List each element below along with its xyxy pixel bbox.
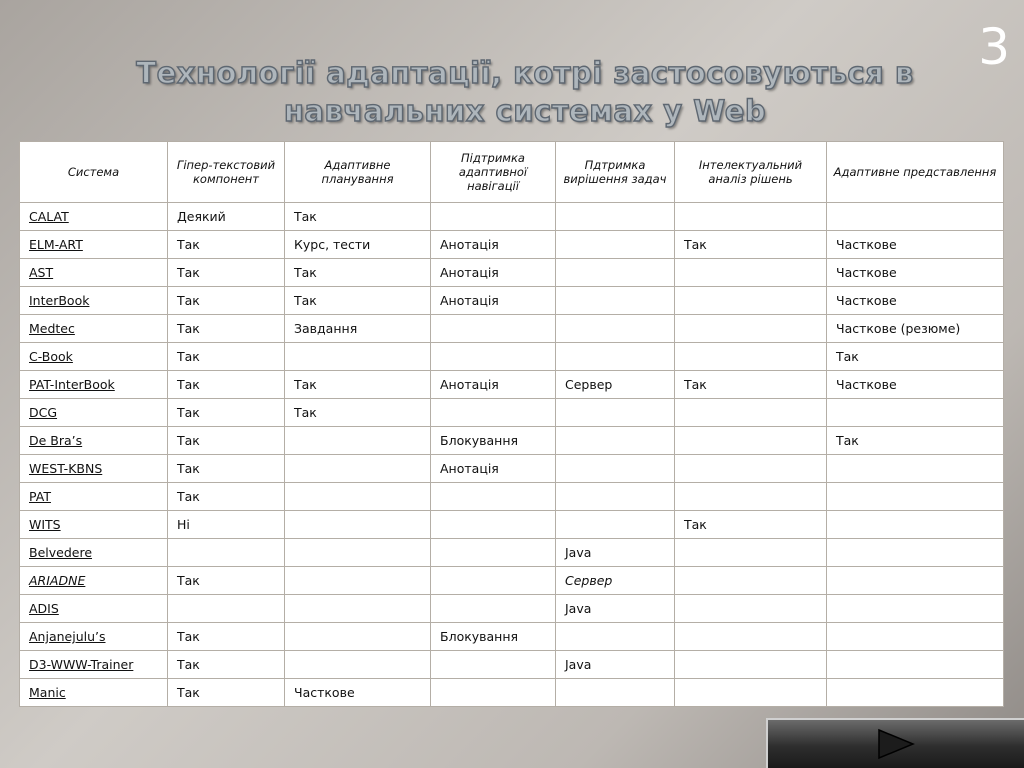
table-row: [20, 427, 1004, 455]
system-link[interactable]: PAT-InterBook: [20, 371, 168, 399]
table-cell: [431, 539, 556, 567]
table-cell: Так: [675, 371, 827, 399]
table-row: [20, 651, 1004, 679]
table-cell: [556, 343, 675, 371]
table-cell: Так: [168, 287, 285, 315]
table-cell: Анотація: [431, 371, 556, 399]
system-link[interactable]: D3-WWW-Trainer: [20, 651, 168, 679]
table-cell: Деякий: [168, 203, 285, 231]
table-cell: [556, 231, 675, 259]
table-cell: [285, 483, 431, 511]
table-cell: Часткове: [827, 259, 1004, 287]
table-cell: Сервер: [556, 371, 675, 399]
table-row: [20, 287, 1004, 315]
slide-title: [70, 54, 980, 130]
column-header: Система: [20, 142, 168, 203]
table-cell: [431, 595, 556, 623]
table-cell: Так: [827, 427, 1004, 455]
table-cell: [556, 483, 675, 511]
table-cell: Так: [168, 567, 285, 595]
table-cell: [168, 595, 285, 623]
table-cell: [556, 455, 675, 483]
table-row: [20, 259, 1004, 287]
system-link[interactable]: Belvedere: [20, 539, 168, 567]
column-header: Адаптивне представлення: [827, 142, 1004, 203]
table-cell: Блокування: [431, 623, 556, 651]
table-cell: Курс, тести: [285, 231, 431, 259]
table-cell: [827, 595, 1004, 623]
table-cell: Так: [675, 231, 827, 259]
table-row: [20, 231, 1004, 259]
table-cell: [675, 483, 827, 511]
table-cell: [285, 567, 431, 595]
table-cell: [285, 343, 431, 371]
table-cell: Так: [827, 343, 1004, 371]
table-cell: Так: [168, 623, 285, 651]
table-cell: [285, 539, 431, 567]
system-link[interactable]: De Bra’s: [20, 427, 168, 455]
table-cell: [827, 455, 1004, 483]
table-row: [20, 679, 1004, 707]
table-cell: [556, 203, 675, 231]
table-cell: Анотація: [431, 455, 556, 483]
system-link[interactable]: C-Book: [20, 343, 168, 371]
table-cell: Так: [168, 343, 285, 371]
table-cell: [431, 203, 556, 231]
system-link[interactable]: Anjanejulu’s: [20, 623, 168, 651]
table-cell: [431, 511, 556, 539]
table-cell: Часткове: [827, 371, 1004, 399]
table-cell: [285, 623, 431, 651]
table-cell: Так: [675, 511, 827, 539]
table-cell: [675, 455, 827, 483]
table-cell: [675, 399, 827, 427]
table-cell: Часткове: [285, 679, 431, 707]
system-link[interactable]: ARIADNE: [20, 567, 168, 595]
table-cell: Так: [285, 371, 431, 399]
adaptation-table: [19, 141, 1003, 707]
table-cell: [675, 595, 827, 623]
table-cell: [827, 399, 1004, 427]
column-header: Підтримка адаптивної навігації: [431, 142, 556, 203]
table-cell: [431, 567, 556, 595]
table-cell: Так: [168, 259, 285, 287]
system-link[interactable]: ELM-ART: [20, 231, 168, 259]
table-header-row: [20, 142, 1004, 203]
table-cell: [556, 511, 675, 539]
table-cell: Анотація: [431, 231, 556, 259]
table-cell: Ні: [168, 511, 285, 539]
table-cell: [168, 539, 285, 567]
table-cell: Блокування: [431, 427, 556, 455]
slide-title-line-2: навчальних системах у Web: [283, 94, 767, 128]
column-header: Інтелектуальний аналіз рішень: [675, 142, 827, 203]
table-cell: Так: [168, 651, 285, 679]
table-row: [20, 595, 1004, 623]
table-cell: [556, 399, 675, 427]
system-link[interactable]: DCG: [20, 399, 168, 427]
slide-number: 3: [978, 18, 1010, 76]
system-link[interactable]: InterBook: [20, 287, 168, 315]
table-row: [20, 203, 1004, 231]
table-cell: [431, 343, 556, 371]
system-link[interactable]: AST: [20, 259, 168, 287]
table-cell: [556, 427, 675, 455]
system-link[interactable]: Medtec: [20, 315, 168, 343]
table-cell: [431, 679, 556, 707]
table-cell: [431, 483, 556, 511]
table-row: [20, 343, 1004, 371]
play-triangle-icon: [876, 728, 916, 760]
table-cell: Так: [168, 679, 285, 707]
table-cell: Так: [285, 259, 431, 287]
table-cell: [675, 343, 827, 371]
table-cell: [675, 287, 827, 315]
system-link[interactable]: WEST-KBNS: [20, 455, 168, 483]
table-row: [20, 371, 1004, 399]
next-slide-button[interactable]: [766, 718, 1024, 768]
table-cell: Часткове (резюме): [827, 315, 1004, 343]
table-row: [20, 567, 1004, 595]
table-cell: Так: [168, 399, 285, 427]
table-cell: Анотація: [431, 287, 556, 315]
system-link[interactable]: PAT: [20, 483, 168, 511]
table-cell: [675, 567, 827, 595]
table-cell: [556, 259, 675, 287]
table-cell: Так: [168, 315, 285, 343]
table-cell: [675, 539, 827, 567]
system-link[interactable]: CALAT: [20, 203, 168, 231]
table-cell: [285, 651, 431, 679]
table-cell: [675, 427, 827, 455]
table-cell: [827, 651, 1004, 679]
table-row: [20, 623, 1004, 651]
table-row: [20, 315, 1004, 343]
table-cell: Так: [285, 399, 431, 427]
table-cell: Так: [168, 455, 285, 483]
table-cell: [285, 455, 431, 483]
table-cell: Анотація: [431, 259, 556, 287]
column-header: Пдтримка вирішення задач: [556, 142, 675, 203]
system-link[interactable]: WITS: [20, 511, 168, 539]
column-header: Гіпер-текстовий компонент: [168, 142, 285, 203]
table-cell: [285, 595, 431, 623]
table-cell: [285, 511, 431, 539]
table-cell: [431, 399, 556, 427]
table-cell: [675, 259, 827, 287]
column-header: Адаптивне планування: [285, 142, 431, 203]
slide-title-line-1: Технології адаптації, котрі застосовуються в: [136, 56, 914, 90]
table-row: [20, 483, 1004, 511]
table-cell: [827, 567, 1004, 595]
table-cell: Java: [556, 595, 675, 623]
table-cell: Так: [285, 203, 431, 231]
table-cell: [431, 315, 556, 343]
table-cell: [556, 315, 675, 343]
table-cell: [675, 623, 827, 651]
table-cell: [827, 623, 1004, 651]
table-cell: Так: [168, 427, 285, 455]
table-cell: [675, 679, 827, 707]
table-cell: Java: [556, 539, 675, 567]
table-cell: [675, 315, 827, 343]
table-cell: Часткове: [827, 231, 1004, 259]
system-link[interactable]: Manic: [20, 679, 168, 707]
table-cell: [675, 651, 827, 679]
table-cell: [827, 483, 1004, 511]
table-cell: [675, 203, 827, 231]
table-cell: Часткове: [827, 287, 1004, 315]
table-cell: Завдання: [285, 315, 431, 343]
table-cell: Так: [168, 231, 285, 259]
table-row: [20, 399, 1004, 427]
table-cell: [827, 511, 1004, 539]
table-cell: [556, 287, 675, 315]
table-cell: Java: [556, 651, 675, 679]
table-cell: [827, 539, 1004, 567]
table-cell: [285, 427, 431, 455]
system-link[interactable]: ADIS: [20, 595, 168, 623]
table-cell: [827, 679, 1004, 707]
table-cell: [827, 203, 1004, 231]
table-cell: Сервер: [556, 567, 675, 595]
table-cell: [556, 679, 675, 707]
table-row: [20, 511, 1004, 539]
table-cell: Так: [285, 287, 431, 315]
table-cell: [556, 623, 675, 651]
table-cell: [431, 651, 556, 679]
table-cell: Так: [168, 371, 285, 399]
table-row: [20, 455, 1004, 483]
table-cell: Так: [168, 483, 285, 511]
table-row: [20, 539, 1004, 567]
